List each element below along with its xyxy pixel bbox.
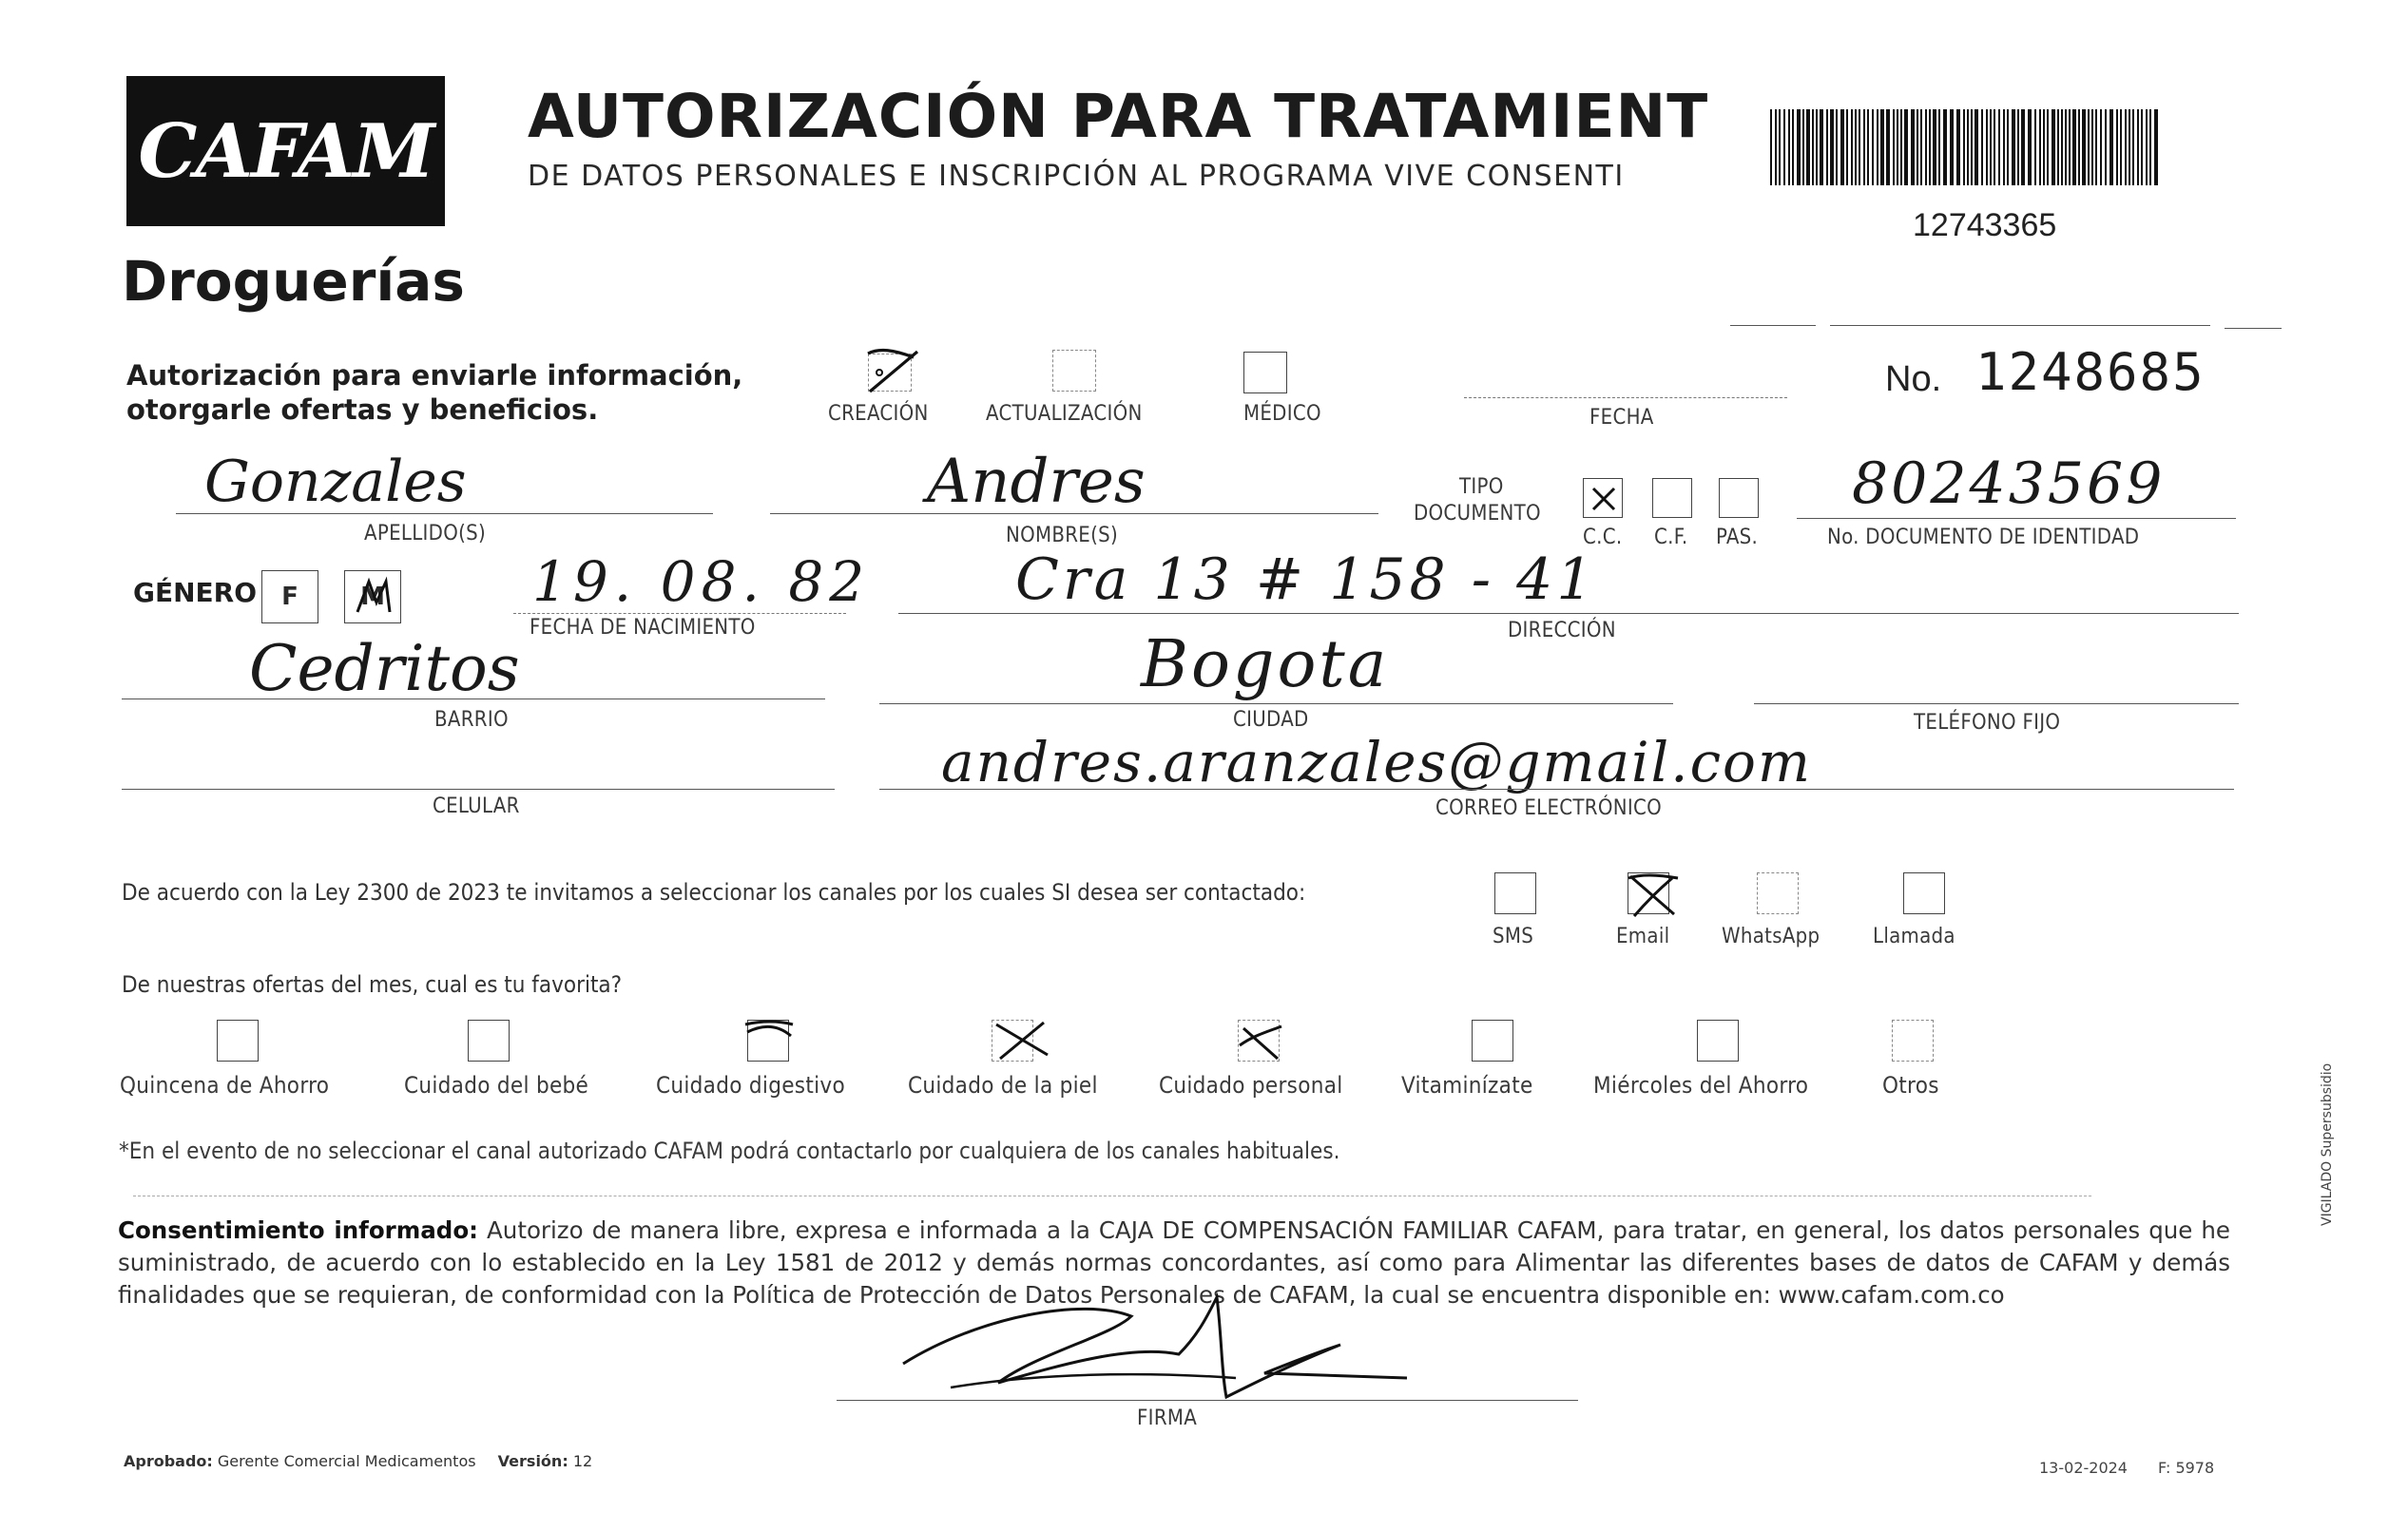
barcode-bar: [2105, 109, 2107, 185]
side-text: VIGILADO Supersubsidio: [2320, 1062, 2335, 1226]
barcode-bar: [1826, 109, 1828, 185]
barcode-bar: [1880, 109, 1884, 185]
barcode-bar: [2052, 109, 2055, 185]
channel-email-label: Email: [1616, 925, 1670, 948]
check-mark-icon: [348, 574, 397, 620]
barcode-bar: [1816, 109, 1818, 185]
version-label: Versión:: [497, 1452, 568, 1470]
intro-line-1: Autorización para enviarle información,: [126, 359, 743, 392]
side-vigilado-text: [2320, 1062, 2335, 1226]
form-number-label: No.: [1885, 359, 1942, 399]
barcode-bar: [2078, 109, 2080, 185]
approved-value: Gerente Comercial Medicamentos: [217, 1452, 476, 1470]
doc-type-pas-checkbox[interactable]: [1719, 478, 1759, 518]
offer-bebe-label: Cuidado del bebé: [404, 1072, 589, 1099]
barcode-bar: [1863, 109, 1865, 185]
check-mark-icon: [1621, 867, 1684, 922]
barcode-bar: [2061, 109, 2063, 185]
barcode-bar: [2129, 109, 2130, 185]
actualizacion-label: ACTUALIZACIÓN: [986, 402, 1143, 426]
direccion-value[interactable]: Cra 13 # 158 - 41: [1015, 546, 1597, 613]
check-mark-icon: [860, 344, 929, 399]
offer-piel-label: Cuidado de la piel: [908, 1072, 1098, 1099]
actualizacion-checkbox[interactable]: [1052, 350, 1096, 392]
approved-row: [124, 1452, 592, 1470]
check-mark-icon: [742, 1015, 799, 1064]
barcode-bar: [2154, 109, 2158, 185]
barcode-bar: [1981, 109, 1983, 185]
nombres-label: NOMBRE(S): [1006, 524, 1119, 547]
offer-miercoles-label: Miércoles del Ahorro: [1593, 1072, 1809, 1099]
barcode-bar: [1967, 109, 1969, 185]
offer-otros-checkbox[interactable]: [1892, 1020, 1934, 1062]
channels-prompt: De acuerdo con la Ley 2300 de 2023 te invitamos a seleccionar los canales por los cuales SI desea ser contactado:: [122, 879, 1306, 906]
offer-personal-label: Cuidado personal: [1159, 1072, 1343, 1099]
barcode-bar: [1917, 109, 1918, 185]
barcode-bar: [2003, 109, 2005, 185]
signature-drawing: [894, 1278, 1464, 1411]
apellidos-value[interactable]: Gonzales: [204, 449, 467, 515]
tipo-documento-label-1: TIPO: [1459, 475, 1504, 499]
page-subtitle: DE DATOS PERSONALES E INSCRIPCIÓN AL PROGRAMA VIVE CONSENTI: [528, 160, 1625, 193]
barcode-bar: [2012, 109, 2015, 185]
ciudad-line: [879, 703, 1673, 704]
consent-heading: Consentimiento informado:: [118, 1216, 478, 1244]
ciudad-value[interactable]: Bogota: [1141, 627, 1390, 702]
barcode-bar: [1872, 109, 1874, 185]
correo-value[interactable]: andres.aranzales@gmail.com: [941, 730, 1812, 794]
barcode-bar: [1938, 109, 1940, 185]
direccion-label: DIRECCIÓN: [1508, 619, 1616, 642]
top-rule: [2225, 328, 2282, 329]
telefono-line: [1754, 703, 2239, 704]
birth-date-value[interactable]: 19. 08. 82: [532, 549, 871, 614]
genero-m-label: M: [360, 583, 385, 611]
doc-type-cf-label: C.F.: [1654, 526, 1688, 549]
birth-date-line: [513, 613, 846, 614]
barcode-bar: [1867, 109, 1869, 185]
barcode: [1770, 109, 2160, 185]
barcode-bar: [2072, 109, 2076, 185]
barcode-bar: [1775, 109, 1777, 185]
barcode-bar: [2095, 109, 2097, 185]
barcode-bar: [1812, 109, 1814, 185]
creacion-label: CREACIÓN: [828, 402, 929, 426]
intro-line-2: otorgarle ofertas y beneficios.: [126, 393, 599, 426]
cafam-logo: [126, 76, 445, 226]
barcode-bar: [1975, 109, 1978, 185]
barcode-bar: [1920, 109, 1922, 185]
barrio-value[interactable]: Cedritos: [249, 632, 520, 705]
barcode-bar: [1886, 109, 1890, 185]
check-mark-icon: [989, 1015, 1055, 1064]
barrio-label: BARRIO: [434, 708, 509, 732]
barcode-bar: [2109, 109, 2113, 185]
offer-digestivo-label: Cuidado digestivo: [656, 1072, 845, 1099]
barcode-bar: [1986, 109, 1988, 185]
apellidos-label: APELLIDO(S): [364, 522, 486, 545]
offer-quincena-label: Quincena de Ahorro: [120, 1072, 330, 1099]
barcode-bar: [1830, 109, 1834, 185]
barcode-bar: [2149, 109, 2151, 185]
barcode-bar: [2057, 109, 2059, 185]
offer-miercoles-checkbox[interactable]: [1697, 1020, 1739, 1062]
fecha-line: [1464, 397, 1787, 398]
direccion-line: [898, 613, 2239, 614]
barcode-bar: [1929, 109, 1931, 185]
channel-whatsapp-checkbox[interactable]: [1757, 872, 1799, 914]
birth-date-label: FECHA DE NACIMIENTO: [530, 616, 756, 640]
consent-text: Autorizo de manera libre, expresa e informada a la CAJA DE COMPENSACIÓN FAMILIAR CAFAM, para tratar, en general, los datos personales que he suministrado, de acuerdo con lo establecido en la Ley 1581 de 2012 y demás normas concordantes, así como para Alimentar las diferentes bases de datos de CAFAM y demás finalidades que se requieran, de conformidad con la Política de Protección de Datos Personales de CAFAM, la cual se encuentra disponible en: www.cafam.com.co: [118, 1216, 2230, 1309]
version-value: 12: [572, 1452, 593, 1470]
barcode-bar: [1897, 109, 1898, 185]
barcode-bar: [1820, 109, 1823, 185]
barcode-bar: [1933, 109, 1936, 185]
barcode-bar: [1851, 109, 1853, 185]
barcode-bar: [2017, 109, 2019, 185]
barcode-bar: [1792, 109, 1794, 185]
offers-prompt: De nuestras ofertas del mes, cual es tu favorita?: [122, 971, 623, 998]
correo-label: CORREO ELECTRÓNICO: [1435, 796, 1662, 820]
barcode-bar: [1900, 109, 1902, 185]
barcode-bar: [1893, 109, 1895, 185]
barcode-bar: [1802, 109, 1804, 185]
channel-whatsapp-label: WhatsApp: [1722, 925, 1820, 948]
genero-f-label: F: [281, 583, 299, 611]
barcode-bar: [1840, 109, 1844, 185]
doc-type-cc-label: C.C.: [1583, 526, 1623, 549]
barcode-bar: [1943, 109, 1947, 185]
barcode-bar: [2116, 109, 2118, 185]
barcode-bar: [1998, 109, 2000, 185]
channel-sms-checkbox[interactable]: [1494, 872, 1536, 914]
barcode-bar: [1788, 109, 1790, 185]
barcode-bar: [2088, 109, 2090, 185]
logo-subtitle: Droguerías: [122, 249, 465, 314]
nombres-line: [770, 513, 1378, 514]
channel-sms-label: SMS: [1493, 925, 1534, 948]
form-number: 1248685: [1975, 342, 2206, 402]
tipo-documento-label-2: DOCUMENTO: [1414, 502, 1541, 526]
barcode-bar: [2132, 109, 2134, 185]
telefono-label: TELÉFONO FIJO: [1914, 711, 2061, 735]
doc-number-value[interactable]: 80243569: [1852, 450, 2166, 517]
barcode-bar: [1877, 109, 1878, 185]
barcode-bar: [1971, 109, 1973, 185]
barcode-bar: [1990, 109, 1992, 185]
barcode-bar: [1855, 109, 1857, 185]
barcode-bar: [1836, 109, 1838, 185]
barcode-bar: [1963, 109, 1965, 185]
fecha-label: FECHA: [1589, 406, 1654, 430]
check-mark-icon: [1588, 483, 1620, 515]
barcode-bar: [1911, 109, 1915, 185]
channel-llamada-checkbox[interactable]: [1903, 872, 1945, 914]
celular-label: CELULAR: [433, 794, 520, 818]
barcode-bar: [1779, 109, 1781, 185]
offer-otros-label: Otros: [1882, 1072, 1939, 1099]
barcode-bar: [1994, 109, 1995, 185]
nombres-value[interactable]: Andres: [927, 447, 1146, 517]
barcode-bar: [2141, 109, 2143, 185]
barcode-bar: [2047, 109, 2049, 185]
footer-code: F: 5978: [2158, 1459, 2215, 1477]
footer-date: 13-02-2024: [2039, 1459, 2128, 1477]
barcode-bar: [2065, 109, 2067, 185]
barcode-bar: [2146, 109, 2148, 185]
genero-label: GÉNERO: [133, 577, 258, 608]
barcode-bar: [1846, 109, 1848, 185]
barcode-bar: [1956, 109, 1960, 185]
barcode-bar: [1904, 109, 1908, 185]
page-title: AUTORIZACIÓN PARA TRATAMIENT: [528, 82, 1709, 151]
doc-number-line: [1797, 518, 2236, 519]
barcode-bar: [2100, 109, 2102, 185]
top-rule: [1730, 325, 1816, 326]
barcode-bar: [1806, 109, 1810, 185]
barcode-bar: [2034, 109, 2036, 185]
barcode-bar: [2082, 109, 2086, 185]
barcode-bar: [2007, 109, 2009, 185]
firma-label: FIRMA: [1137, 1407, 1198, 1430]
medico-checkbox[interactable]: [1243, 352, 1287, 393]
barcode-bar: [2028, 109, 2032, 185]
approved-label: Aprobado:: [124, 1452, 213, 1470]
doc-type-cf-checkbox[interactable]: [1652, 478, 1692, 518]
barcode-bar: [1950, 109, 1954, 185]
ciudad-label: CIUDAD: [1233, 708, 1309, 732]
barcode-bar: [1925, 109, 1927, 185]
offer-vitaminizate-checkbox[interactable]: [1472, 1020, 1513, 1062]
offer-quincena-checkbox[interactable]: [217, 1020, 259, 1062]
barcode-bar: [2021, 109, 2025, 185]
barcode-bar: [2120, 109, 2122, 185]
medico-label: MÉDICO: [1243, 402, 1321, 426]
barcode-bar: [2091, 109, 2093, 185]
barcode-bar: [1770, 109, 1772, 185]
celular-line: [122, 789, 835, 790]
logo-text: CAFAM: [138, 107, 433, 195]
channel-llamada-label: Llamada: [1873, 925, 1955, 948]
barcode-bar: [2043, 109, 2045, 185]
barcode-bar: [2125, 109, 2127, 185]
barcode-bar: [2069, 109, 2071, 185]
barcode-bar: [2137, 109, 2139, 185]
offer-vitaminizate-label: Vitaminízate: [1401, 1072, 1533, 1099]
doc-number-label: No. DOCUMENTO DE IDENTIDAD: [1827, 526, 2140, 549]
channel-note: *En el evento de no seleccionar el canal autorizado CAFAM podrá contactarlo por cualquiera de los canales habituales.: [119, 1138, 1340, 1164]
barcode-number: 12743365: [1913, 207, 2057, 243]
barcode-bar: [1859, 109, 1860, 185]
top-rule: [1830, 325, 2210, 326]
apellidos-line: [176, 513, 713, 514]
correo-line: [879, 789, 2234, 790]
check-mark-icon: [1234, 1017, 1287, 1066]
doc-type-pas-label: PAS.: [1716, 526, 1759, 549]
offer-bebe-checkbox[interactable]: [468, 1020, 510, 1062]
barcode-bar: [1797, 109, 1801, 185]
barcode-bar: [2039, 109, 2041, 185]
genero-f-checkbox[interactable]: [261, 570, 318, 623]
barcode-bar: [1783, 109, 1785, 185]
signature-line: [837, 1400, 1578, 1401]
